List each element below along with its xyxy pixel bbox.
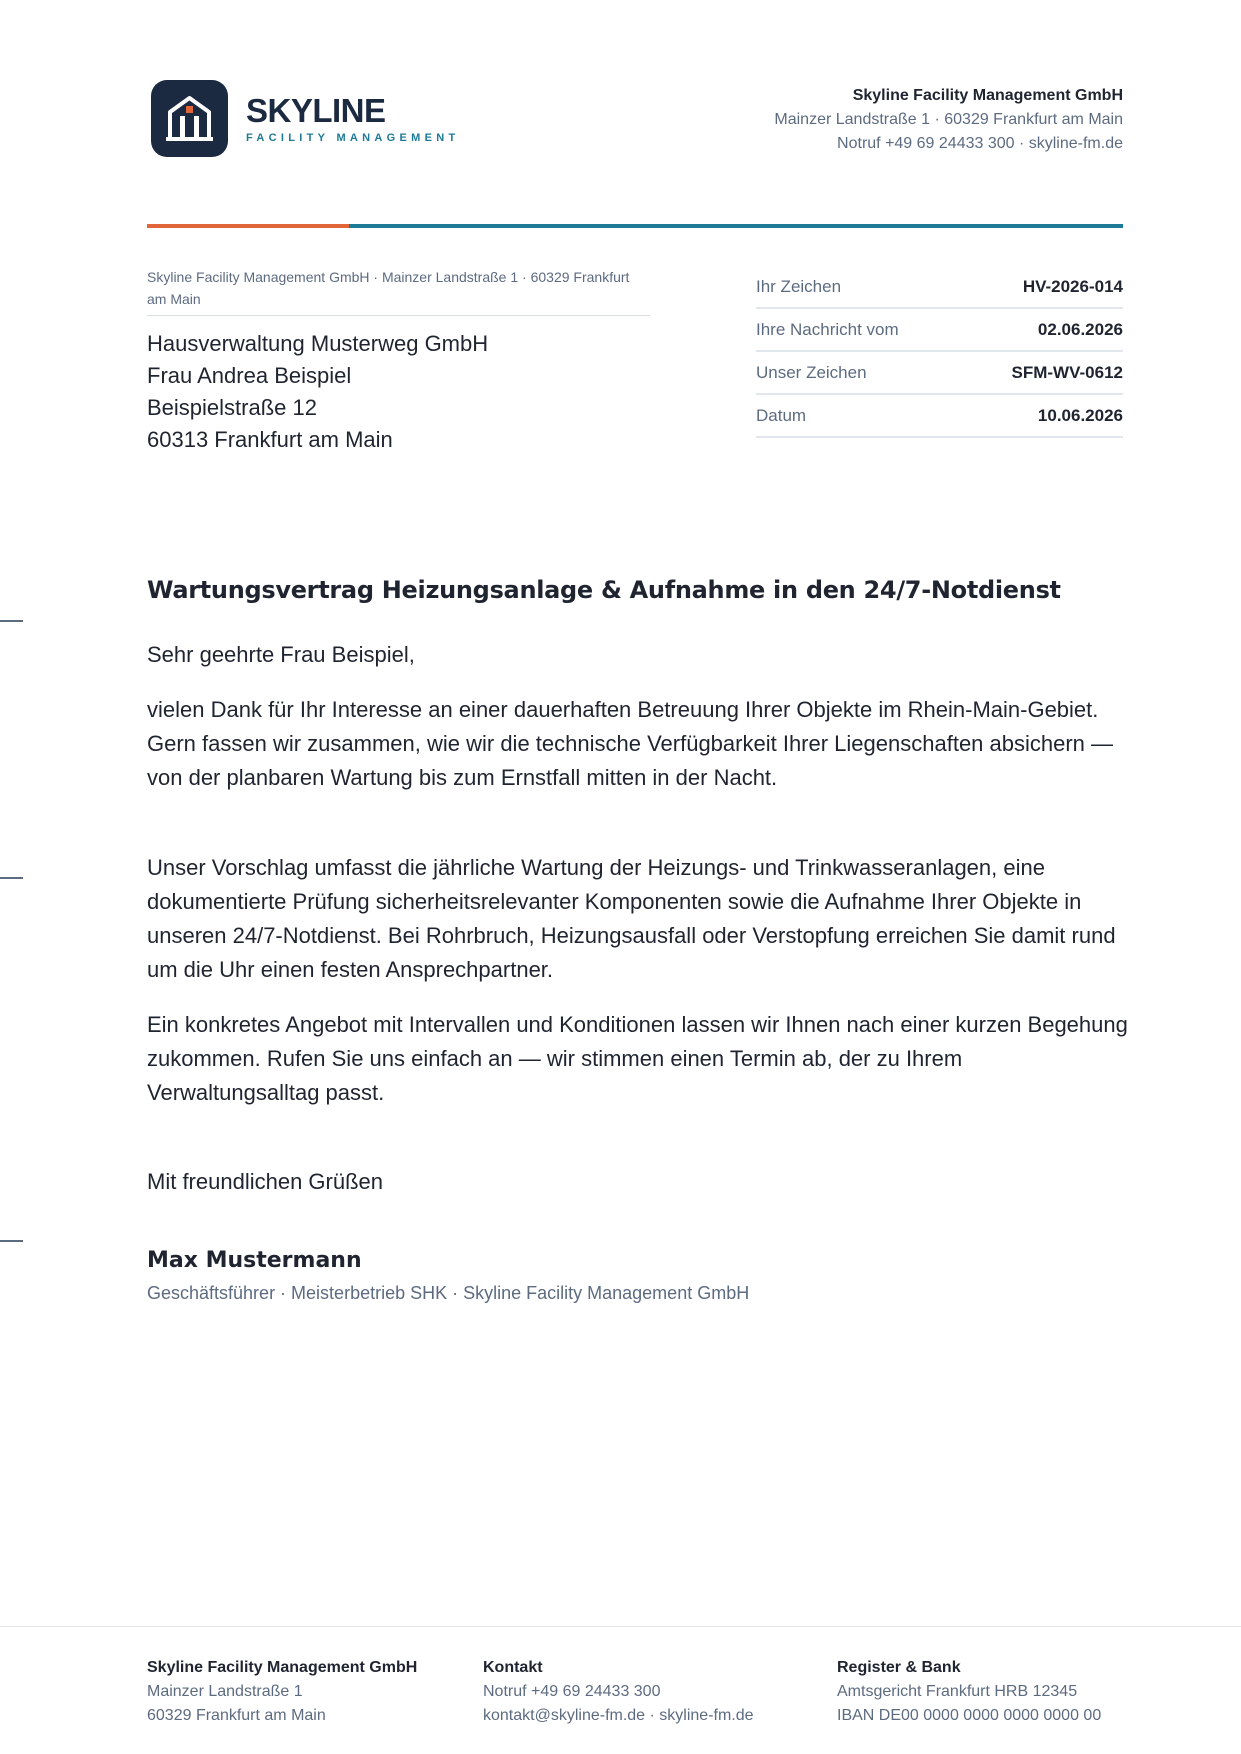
letter-subject: Wartungsvertrag Heizungsanlage & Aufnahme in den 24/7-Notdienst xyxy=(147,576,1061,604)
footer-email-link[interactable]: kontakt@skyline-fm.de · skyline-fm.de xyxy=(483,1707,754,1724)
signer-title: Geschäftsführer · Meisterbetrieb SHK · Skyline Facility Management GmbH xyxy=(147,1283,750,1303)
recipient-person: Frau Andrea Beispiel xyxy=(147,363,352,388)
recipient-company: Hausverwaltung Musterweg GmbH xyxy=(147,331,489,356)
signer-name: Max Mustermann xyxy=(147,1248,362,1273)
reference-row-ihr-zeichen xyxy=(756,266,1123,309)
footer-heading: Register & Bank xyxy=(837,1659,961,1676)
footer-heading: Skyline Facility Management GmbH xyxy=(147,1659,418,1676)
reference-table xyxy=(756,266,1123,438)
building-icon xyxy=(151,80,228,157)
reference-label: Unser Zeichen xyxy=(756,362,867,382)
reference-label: Ihr Zeichen xyxy=(756,276,842,296)
reference-row-datum xyxy=(756,395,1123,438)
body-paragraph: Unser Vorschlag umfasst die jährliche Wartung der Heizungs- und Trinkwasseranlagen, eine dokumentierte Prüfung sicherheitsrelevanter Komponenten sowie die Aufnahme Ihrer Objekte in unseren 24/7-Notdienst. Bei Rohrbruch, Heizungsausfall oder Verstopfung erreichen Sie damit rund um die Uhr einen festen Ansprechpartner. xyxy=(147,855,1116,982)
header-rule xyxy=(349,224,1123,228)
header-rule-accent xyxy=(147,224,349,228)
recipient-street: Beispielstraße 12 xyxy=(147,395,317,420)
footer-phone: Notruf +49 69 24433 300 xyxy=(483,1683,661,1700)
body-paragraph: vielen Dank für Ihr Interesse an einer dauerhaften Betreuung Ihrer Objekte im Rhein-Main-Gebiet. Gern fassen wir zusammen, wie wir die technische Verfügbarkeit Ihrer Liegenschaften absichern — von der planbaren Wartung bis zum Ernstfall mitten in der Nacht. xyxy=(147,697,1114,790)
sender-contact: Notruf +49 69 24433 300 · skyline-fm.de xyxy=(837,135,1123,152)
brand-tagline: FACILITY MANAGEMENT xyxy=(246,132,460,144)
reference-label: Ihre Nachricht vom xyxy=(756,319,899,339)
reference-value: HV-2026-014 xyxy=(1022,276,1123,296)
footer-register xyxy=(837,1656,1101,1728)
footer-line: 60329 Frankfurt am Main xyxy=(147,1707,326,1724)
brand-name: SKYLINE xyxy=(246,92,386,129)
footer-heading: Kontakt xyxy=(483,1659,543,1676)
return-address: Skyline Facility Management GmbH · Mainzer Landstraße 1 · 60329 Frankfurt am Main xyxy=(147,269,630,307)
hole-punch-mark xyxy=(0,877,23,879)
company-logo xyxy=(151,80,228,157)
sender-company: Skyline Facility Management GmbH xyxy=(852,87,1123,104)
reference-value: 02.06.2026 xyxy=(1037,319,1123,339)
recipient-address xyxy=(147,328,488,456)
sender-block xyxy=(774,84,1123,156)
salutation: Sehr geehrte Frau Beispiel, xyxy=(147,642,415,667)
closing: Mit freundlichen Grüßen xyxy=(147,1169,383,1194)
footer-divider xyxy=(0,1626,1241,1627)
return-address-divider xyxy=(147,315,650,316)
body-paragraph: Ein konkretes Angebot mit Intervallen und Konditionen lassen wir Ihnen nach einer kurzen Begehung zukommen. Rufen Sie uns einfach an — wir stimmen einen Termin ab, der zu Ihrem Verwaltungsalltag passt. xyxy=(147,1012,1128,1105)
recipient-city: 60313 Frankfurt am Main xyxy=(147,427,393,452)
reference-value: SFM-WV-0612 xyxy=(1011,362,1123,382)
sender-address: Mainzer Landstraße 1 · 60329 Frankfurt am Main xyxy=(774,111,1123,128)
footer-line: Mainzer Landstraße 1 xyxy=(147,1683,303,1700)
reference-row-unser-zeichen xyxy=(756,352,1123,395)
footer-line: Amtsgericht Frankfurt HRB 12345 xyxy=(837,1683,1078,1700)
reference-value: 10.06.2026 xyxy=(1037,405,1123,425)
fold-mark-top xyxy=(0,620,23,622)
footer-contact xyxy=(483,1656,754,1728)
footer-company xyxy=(147,1656,417,1728)
fold-mark-bottom xyxy=(0,1240,23,1242)
reference-row-nachricht-vom xyxy=(756,309,1123,352)
reference-label: Datum xyxy=(756,405,807,425)
footer-line: IBAN DE00 0000 0000 0000 0000 00 xyxy=(837,1707,1102,1724)
